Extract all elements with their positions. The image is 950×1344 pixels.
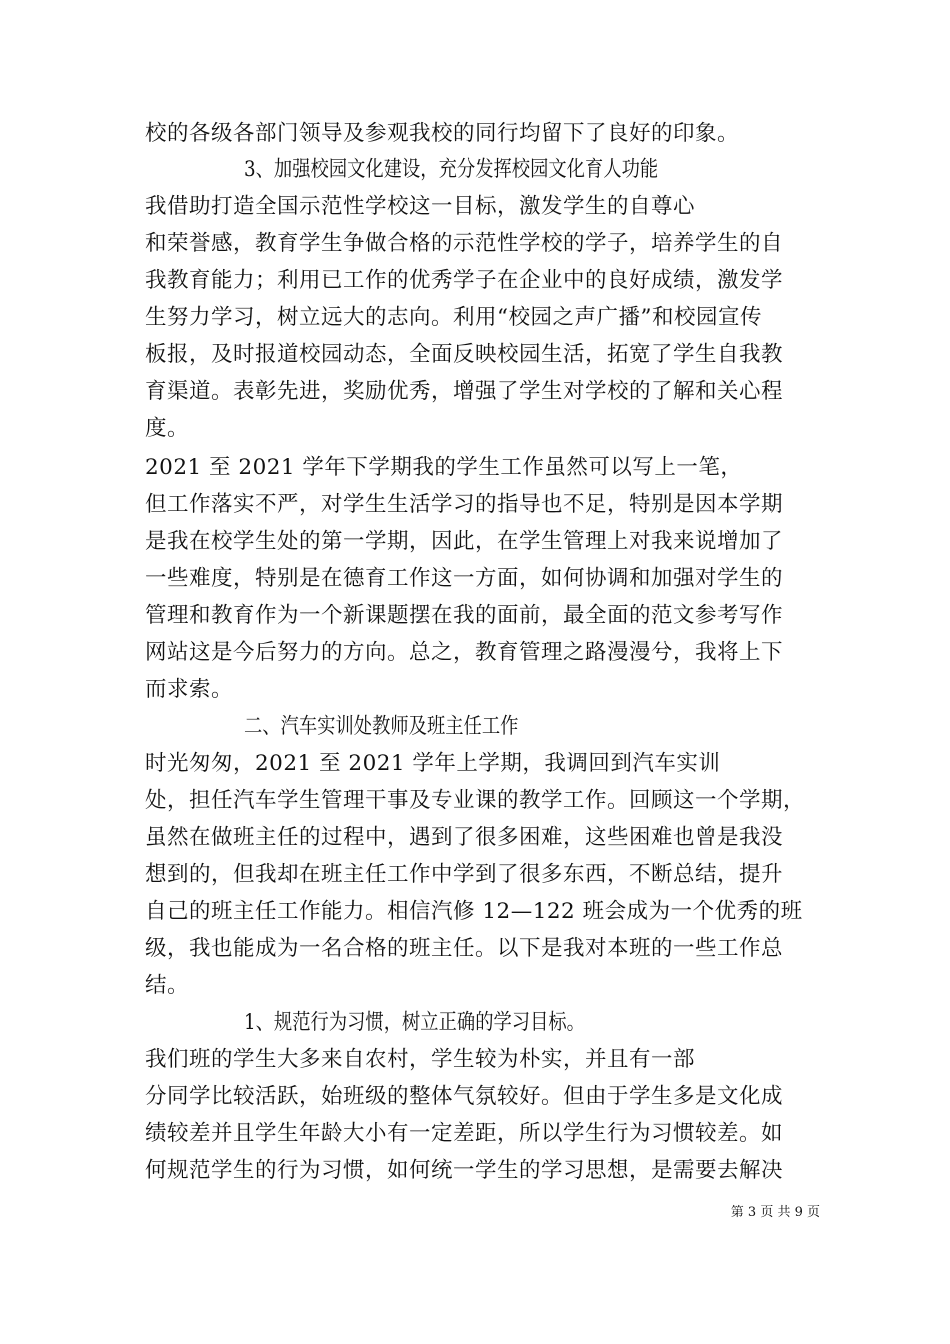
- section-heading: 3、加强校园文化建设，充分发挥校园文化育人功能: [244, 157, 659, 182]
- text-line: 是我在校学生处的第一学期，因此，在学生管理上对我来说增加了: [145, 529, 784, 554]
- text-line: 一些难度，特别是在德育工作这一方面，如何协调和加强对学生的: [145, 566, 784, 591]
- text-line: 时光匆匆，2021 至 2021 学年上学期，我调回到汽车实训: [145, 751, 721, 776]
- text-line: 管理和教育作为一个新课题摆在我的面前，最全面的范文参考写作: [145, 603, 784, 628]
- text-line: 而求索。: [145, 677, 234, 702]
- section-heading: 二、汽车实训处教师及班主任工作: [244, 714, 519, 739]
- text-line: 但工作落实不严，对学生生活学习的指导也不足，特别是因本学期: [145, 492, 784, 517]
- text-line: 结。: [145, 973, 190, 998]
- text-line: 虽然在做班主任的过程中，遇到了很多困难，这些困难也曾是我没: [145, 825, 784, 850]
- text-line: 自己的班主任工作能力。相信汽修 12—122 班会成为一个优秀的班: [145, 899, 803, 924]
- text-line: 分同学比较活跃，始班级的整体气氛较好。但由于学生多是文化成: [145, 1084, 784, 1109]
- text-line: 度。: [145, 416, 190, 441]
- text-line: 何规范学生的行为习惯，如何统一学生的学习思想，是需要去解决: [145, 1158, 784, 1183]
- text-line: 板报，及时报道校园动态，全面反映校园生活，拓宽了学生自我教: [145, 342, 784, 367]
- text-line: 我借助打造全国示范性学校这一目标，激发学生的自尊心: [145, 194, 696, 219]
- text-line: 生努力学习，树立远大的志向。利用“校园之声广播”和校园宣传: [145, 305, 762, 330]
- text-line: 校的各级各部门领导及参观我校的同行均留下了良好的印象。: [145, 121, 740, 146]
- text-line: 我教育能力；利用已工作的优秀学子在企业中的良好成绩，激发学: [145, 268, 784, 293]
- text-line: 2021 至 2021 学年下学期我的学生工作虽然可以写上一笔，: [145, 455, 743, 480]
- page-number: 第 3 页 共 9 页: [730, 1205, 820, 1220]
- section-heading: 1、规范行为习惯，树立正确的学习目标。: [244, 1010, 585, 1035]
- text-line: 和荣誉感，教育学生争做合格的示范性学校的学子，培养学生的自: [145, 231, 784, 256]
- text-line: 育渠道。表彰先进，奖励优秀，增强了学生对学校的了解和关心程: [145, 379, 784, 404]
- text-line: 想到的，但我却在班主任工作中学到了很多东西，不断总结，提升: [145, 862, 784, 887]
- text-line: 处，担任汽车学生管理干事及专业课的教学工作。回顾这一个学期，: [145, 788, 806, 813]
- text-line: 绩较差并且学生年龄大小有一定差距，所以学生行为习惯较差。如: [145, 1121, 784, 1146]
- text-line: 我们班的学生大多来自农村，学生较为朴实，并且有一部: [145, 1047, 696, 1072]
- text-line: 网站这是今后努力的方向。总之，教育管理之路漫漫兮，我将上下: [145, 640, 784, 665]
- text-line: 级，我也能成为一名合格的班主任。以下是我对本班的一些工作总: [145, 936, 784, 961]
